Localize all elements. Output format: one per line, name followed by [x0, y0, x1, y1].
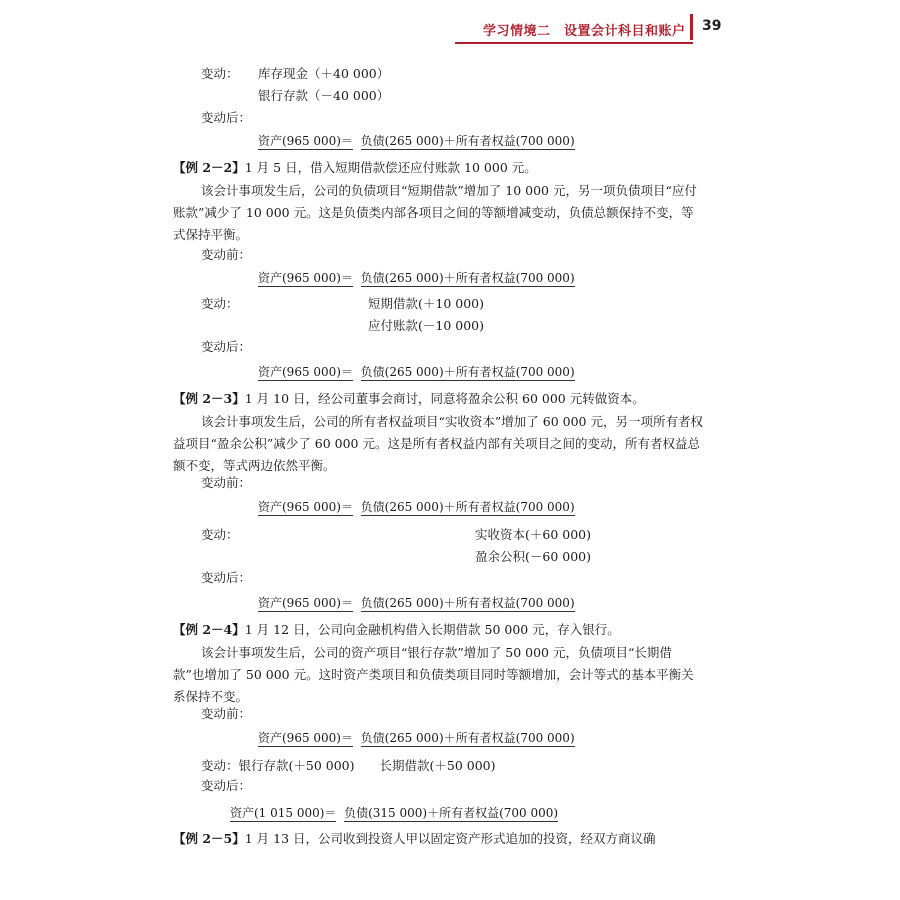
equation-liability: 负债(315 000)	[344, 806, 428, 820]
equation-equity: ＋所有者权益(700 000)	[443, 500, 575, 514]
equation-asset: 资产(965 000)＝	[258, 134, 353, 148]
running-header	[455, 18, 697, 40]
change-label: 变动：	[201, 758, 239, 773]
example-lead: 1 月 10 日，经公司董事会商讨，同意将盈余公积 60 000 元转做资本。	[244, 391, 645, 406]
example-lead: 1 月 12 日，公司向金融机构借入长期借款 50 000 元，存入银行。	[244, 622, 620, 637]
example-body: 该会计事项发生后，公司的资产项目“银行存款”增加了 50 000 元，负债项目“长期借款”也增加了 50 000 元。这时资产类项目和负债类项目同时等额增加，会计等式的基本平衡关系保持不变。	[173, 645, 694, 704]
equation-equity: ＋所有者权益(700 000)	[443, 271, 575, 285]
before-label: 变动前：	[201, 706, 252, 721]
after-label: 变动后：	[201, 570, 252, 585]
page-number: 39	[702, 18, 722, 34]
equation-asset: 资产(965 000)＝	[258, 271, 353, 285]
equation-equity: ＋所有者权益(700 000)	[443, 596, 575, 610]
equation-asset: 资产(965 000)＝	[258, 731, 353, 745]
change-label: 变动：	[201, 527, 239, 542]
example-tag: 【例 2－5】	[173, 831, 245, 846]
equation-asset: 资产(965 000)＝	[258, 596, 353, 610]
equation-after	[258, 593, 575, 613]
equation-asset: 资产(965 000)＝	[258, 365, 353, 379]
equation-equity: ＋所有者权益(700 000)	[443, 134, 575, 148]
change-label: 变动：	[201, 296, 239, 311]
equation-liability: 负债(265 000)	[360, 271, 444, 285]
after-label: 变动后：	[201, 339, 252, 354]
change-item: 银行存款（－40 000）	[258, 88, 390, 103]
example-tag: 【例 2－3】	[173, 391, 245, 406]
example-lead: 1 月 13 日，公司收到投资人甲以固定资产形式追加的投资，经双方商议确	[244, 831, 656, 846]
equation-before	[258, 268, 575, 288]
example-tag: 【例 2－4】	[173, 622, 245, 637]
equation-after	[230, 803, 558, 823]
before-label: 变动前：	[201, 475, 252, 490]
equation-asset: 资产(965 000)＝	[258, 500, 353, 514]
change-item: 短期借款(＋10 000)	[368, 296, 484, 311]
header-title: 学习情境二 设置会计科目和账户	[483, 24, 686, 39]
change-item: 库存现金（＋40 000）	[258, 66, 390, 81]
example-body: 该会计事项发生后，公司的负债项目“短期借款”增加了 10 000 元，另一项负债项目“应付账款”减少了 10 000 元。这是负债类内部各项目之间的等额增减变动，负债总额保持不变，等式保持平衡。	[173, 183, 697, 242]
header-rule	[455, 42, 693, 44]
change-item: 实收资本(＋60 000)	[475, 527, 591, 542]
example-body: 该会计事项发生后，公司的所有者权益项目“实收资本”增加了 60 000 元，另一项所有者权益项目“盈余公积”减少了 60 000 元。这是所有者权益内部有关项目之间的变动，所有者权益总额不变，等式两边依然平衡。	[173, 414, 703, 473]
example-heading	[173, 389, 645, 409]
example-heading	[173, 620, 620, 640]
equation-liability: 负债(265 000)	[360, 134, 444, 148]
change-row	[201, 756, 496, 776]
equation-equity: ＋所有者权益(700 000)	[443, 731, 575, 745]
equation-equity: ＋所有者权益(700 000)	[443, 365, 575, 379]
before-label: 变动前：	[201, 247, 252, 262]
after-label: 变动后：	[201, 778, 252, 793]
equation-equity: ＋所有者权益(700 000)	[427, 806, 559, 820]
header-divider	[690, 14, 693, 40]
example-heading	[173, 829, 656, 849]
example-heading	[173, 158, 537, 178]
equation-liability: 负债(265 000)	[360, 596, 444, 610]
change-item: 应付账款(－10 000)	[368, 318, 484, 333]
example-lead: 1 月 5 日，借入短期借款偿还应付账款 10 000 元。	[244, 160, 537, 175]
example-tag: 【例 2－2】	[173, 160, 245, 175]
change-item: 盈余公积(－60 000)	[475, 549, 591, 564]
equation-liability: 负债(265 000)	[360, 365, 444, 379]
change-label: 变动：	[201, 66, 239, 81]
equation-before	[258, 497, 575, 517]
equation-before	[258, 728, 575, 748]
equation-liability: 负债(265 000)	[360, 731, 444, 745]
after-label: 变动后：	[201, 110, 252, 125]
equation-after	[258, 362, 575, 382]
equation-asset: 资产(1 015 000)＝	[230, 806, 337, 820]
equation-liability: 负债(265 000)	[360, 500, 444, 514]
change-item: 银行存款(＋50 000) 长期借款(＋50 000)	[238, 758, 496, 773]
equation-after	[258, 131, 575, 151]
